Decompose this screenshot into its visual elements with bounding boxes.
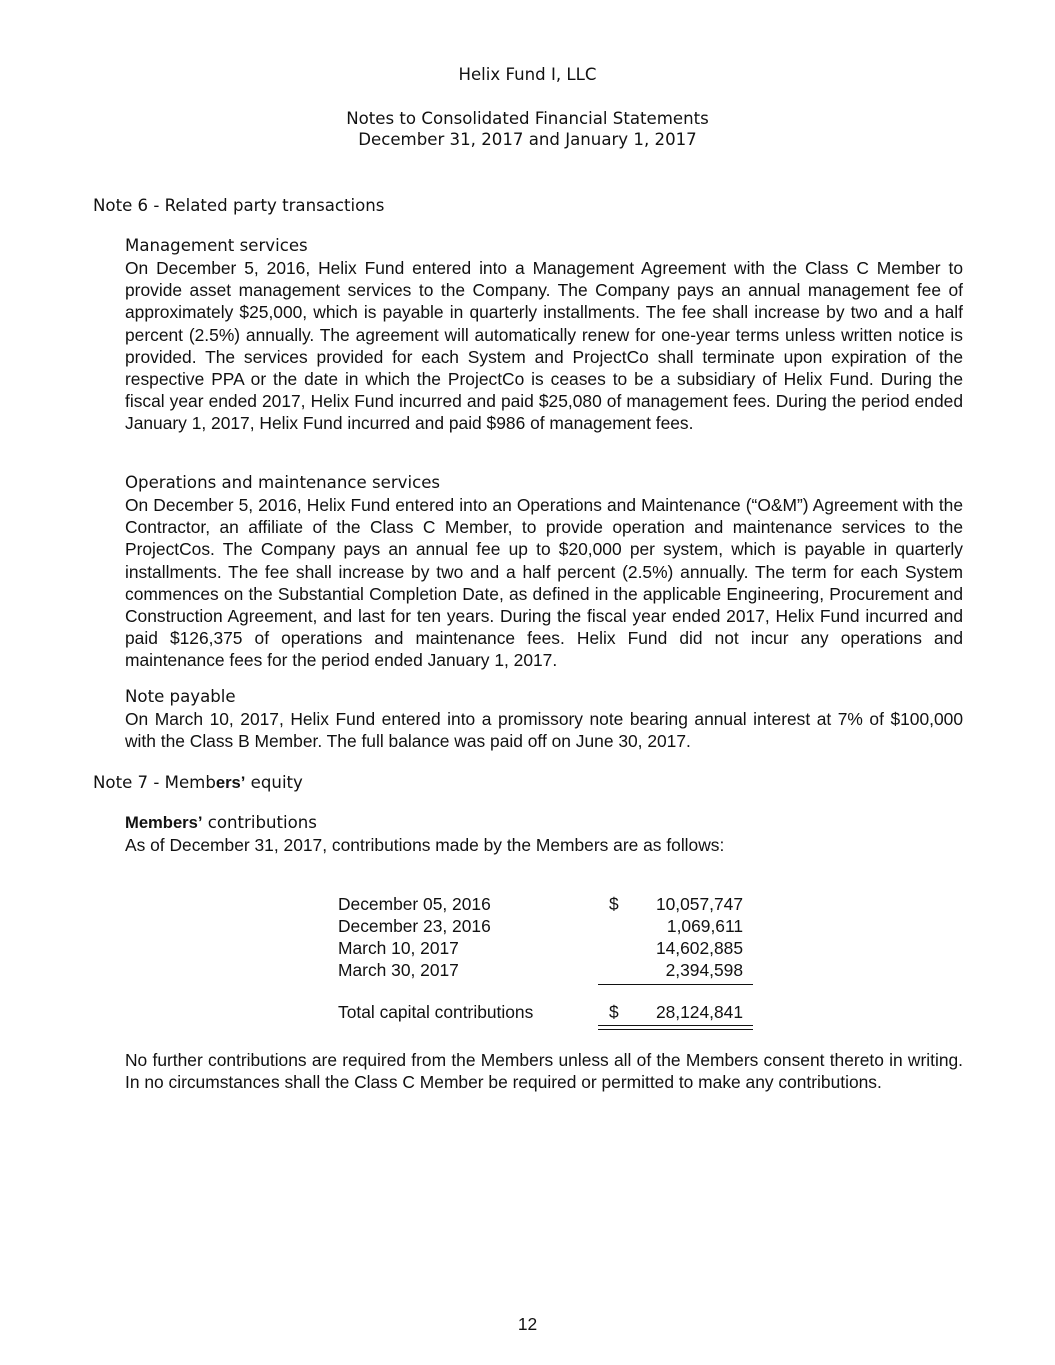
row-dollar-sign: $ [609,894,619,914]
members-contributions-heading-bold: Members’ [125,813,203,832]
company-name: Helix Fund I, LLC [458,65,597,84]
row-date: December 05, 2016 [338,894,491,914]
row-amount: 1,069,611 [666,916,743,936]
total-label: Total capital contributions [338,1002,534,1022]
total-double-underline-top [598,1025,753,1026]
note-payable-heading: Note payable [125,687,236,706]
total-dollar-sign: $ [609,1002,619,1022]
note-7-title-suffix: equity [245,773,303,792]
total-double-underline-bottom [598,1029,753,1030]
contributions-closing-text: No further contributions are required from the Members unless all of the Members consent thereto in writing. In no circumstances shall the Class C Member be required or permitted to make any contributions. [125,1050,963,1093]
members-contributions-heading-rest: contributions [202,813,317,832]
note-7-title-bold: ers’ [215,773,246,792]
row-date: December 23, 2016 [338,916,491,936]
contributions-intro: As of December 31, 2017, contributions made by the Members are as follows: [125,835,725,855]
members-contributions-heading [125,812,317,833]
row-date: March 30, 2017 [338,960,459,980]
management-services-heading: Management services [125,236,308,255]
statement-title: Notes to Consolidated Financial Statements [346,109,709,128]
note-payable-text: On March 10, 2017, Helix Fund entered into a promissory note bearing annual interest at 7% of $100,000 with the Class B Member. The full balance was paid off on June 30, 2017. [125,709,963,752]
statement-dates: December 31, 2017 and January 1, 2017 [358,130,697,149]
total-amount: 28,124,841 [655,1002,743,1022]
row-amount: 10,057,747 [655,894,743,914]
row-amount: 14,602,885 [655,938,743,958]
row-date: March 10, 2017 [338,938,459,958]
subtotal-underline [598,984,753,985]
row-amount: 2,394,598 [665,960,743,980]
om-services-text: On December 5, 2016, Helix Fund entered into an Operations and Maintenance (“O&M”) Agreement with the Contractor, an affiliate of the Class C Member, to provide operation and maintenance services to the ProjectCos. The Company pays an annual fee up to $20,000 per system, which is payable in quarterly installments. The fee shall increase by two and a half percent (2.5%) annually. The term for each System commences on the Substantial Completion Date, as defined in the applicable Engineering, Procurement and Construction Agreement, and last for ten years. During the fiscal year ended 2017, Helix Fund incurred and paid $126,375 of operations and maintenance fees. Helix Fund did not incur any operations and maintenance fees for the period ended January 1, 2017. [125,495,963,671]
note-7-title [93,772,303,793]
om-services-heading: Operations and maintenance services [125,473,441,492]
management-services-text: On December 5, 2016, Helix Fund entered into a Management Agreement with the Class C Member to provide asset management services to the Company. The Company pays an annual management fee of approximately $25,000, which is payable in quarterly installments. The fee shall increase by two and a half percent (2.5%) annually. The agreement will automatically renew for one-year terms unless written notice is provided. The services provided for each System and ProjectCo shall terminate upon expiration of the respective PPA or the date in which the ProjectCo is ceases to be a subsidiary of Helix Fund. During the fiscal year ended 2017, Helix Fund incurred and paid $25,080 of management fees. During the period ended January 1, 2017, Helix Fund incurred and paid $986 of management fees. [125,258,963,434]
note-6-title: Note 6 - Related party transactions [93,196,385,215]
note-7-title-prefix: Note 7 - Memb [93,773,216,792]
page-number: 12 [517,1314,538,1334]
